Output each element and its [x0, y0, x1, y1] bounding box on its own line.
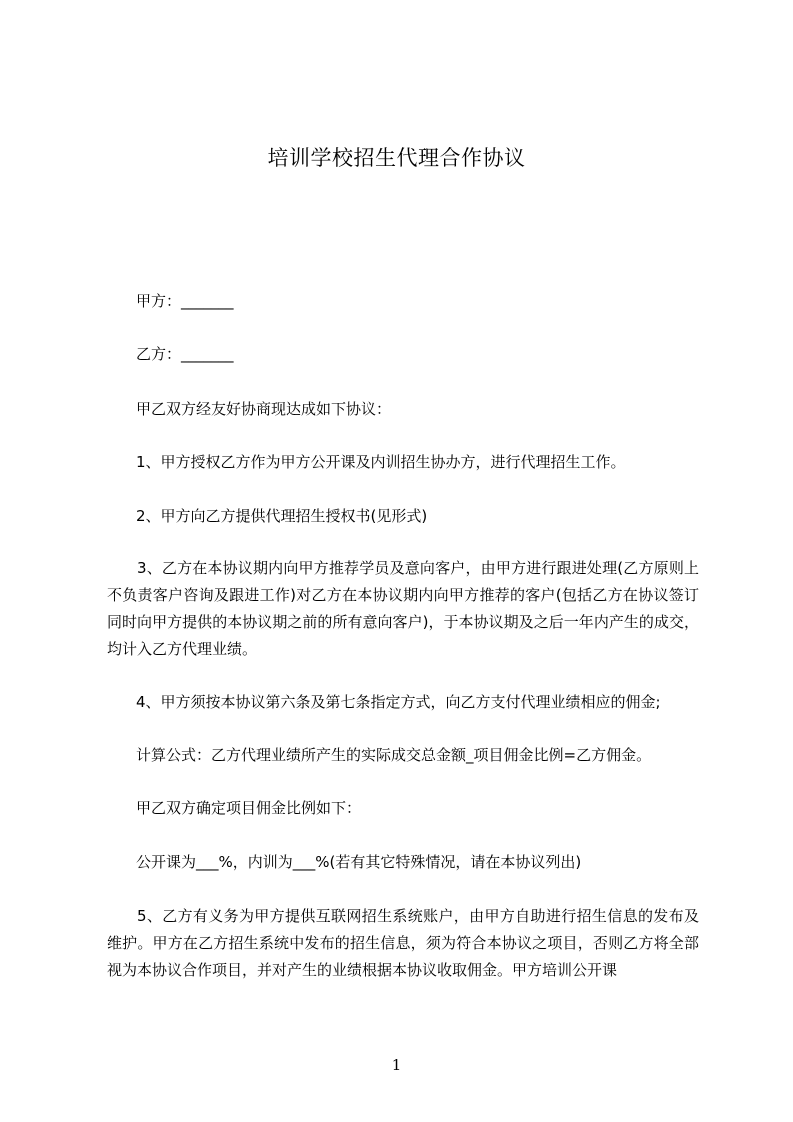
document-title: 培训学校招生代理合作协议	[267, 146, 526, 170]
clause-1: 1、甲方授权乙方作为甲方公开课及内训招生协办方，进行代理招生工作。	[136, 453, 626, 471]
commission-formula: 计算公式：乙方代理业绩所产生的实际成交总金额_项目佣金比例=乙方佣金。	[136, 746, 652, 764]
clause-2: 2、甲方向乙方提供代理招生授权书(见形式)	[136, 507, 428, 525]
party-b-line: 乙方：_______	[136, 345, 234, 363]
clause-4: 4、甲方须按本协议第六条及第七条指定方式，向乙方支付代理业绩相应的佣金;	[136, 693, 661, 711]
clause-3: 3、乙方在本协议期内向甲方推荐学员及意向客户，由甲方进行跟进处理(乙方原则上不负责客户咨询及跟进工作)对乙方在本协议期内向甲方推荐的客户(包括乙方在协议签订同时向甲方提供的本协议期之前的所有意向客户)，于本协议期及之后一年内产生的成交，均计入乙方代理业绩。	[107, 559, 699, 658]
page-number: 1	[391, 1056, 402, 1074]
commission-ratio-detail: 公开课为___%，内训为___%(若有其它特殊情况，请在本协议列出)	[136, 853, 582, 871]
clause-5: 5、乙方有义务为甲方提供互联网招生系统账户，由甲方自助进行招生信息的发布及维护。甲方在乙方招生系统中发布的招生信息，须为符合本协议之项目，否则乙方将全部视为本协议合作项目，并对产生的业绩根据本协议收取佣金。甲方培训公开课	[107, 907, 699, 979]
party-a-line: 甲方：_______	[136, 292, 234, 310]
agreement-intro: 甲乙双方经友好协商现达成如下协议：	[136, 400, 392, 418]
commission-ratio-intro: 甲乙双方确定项目佣金比例如下：	[136, 799, 362, 817]
